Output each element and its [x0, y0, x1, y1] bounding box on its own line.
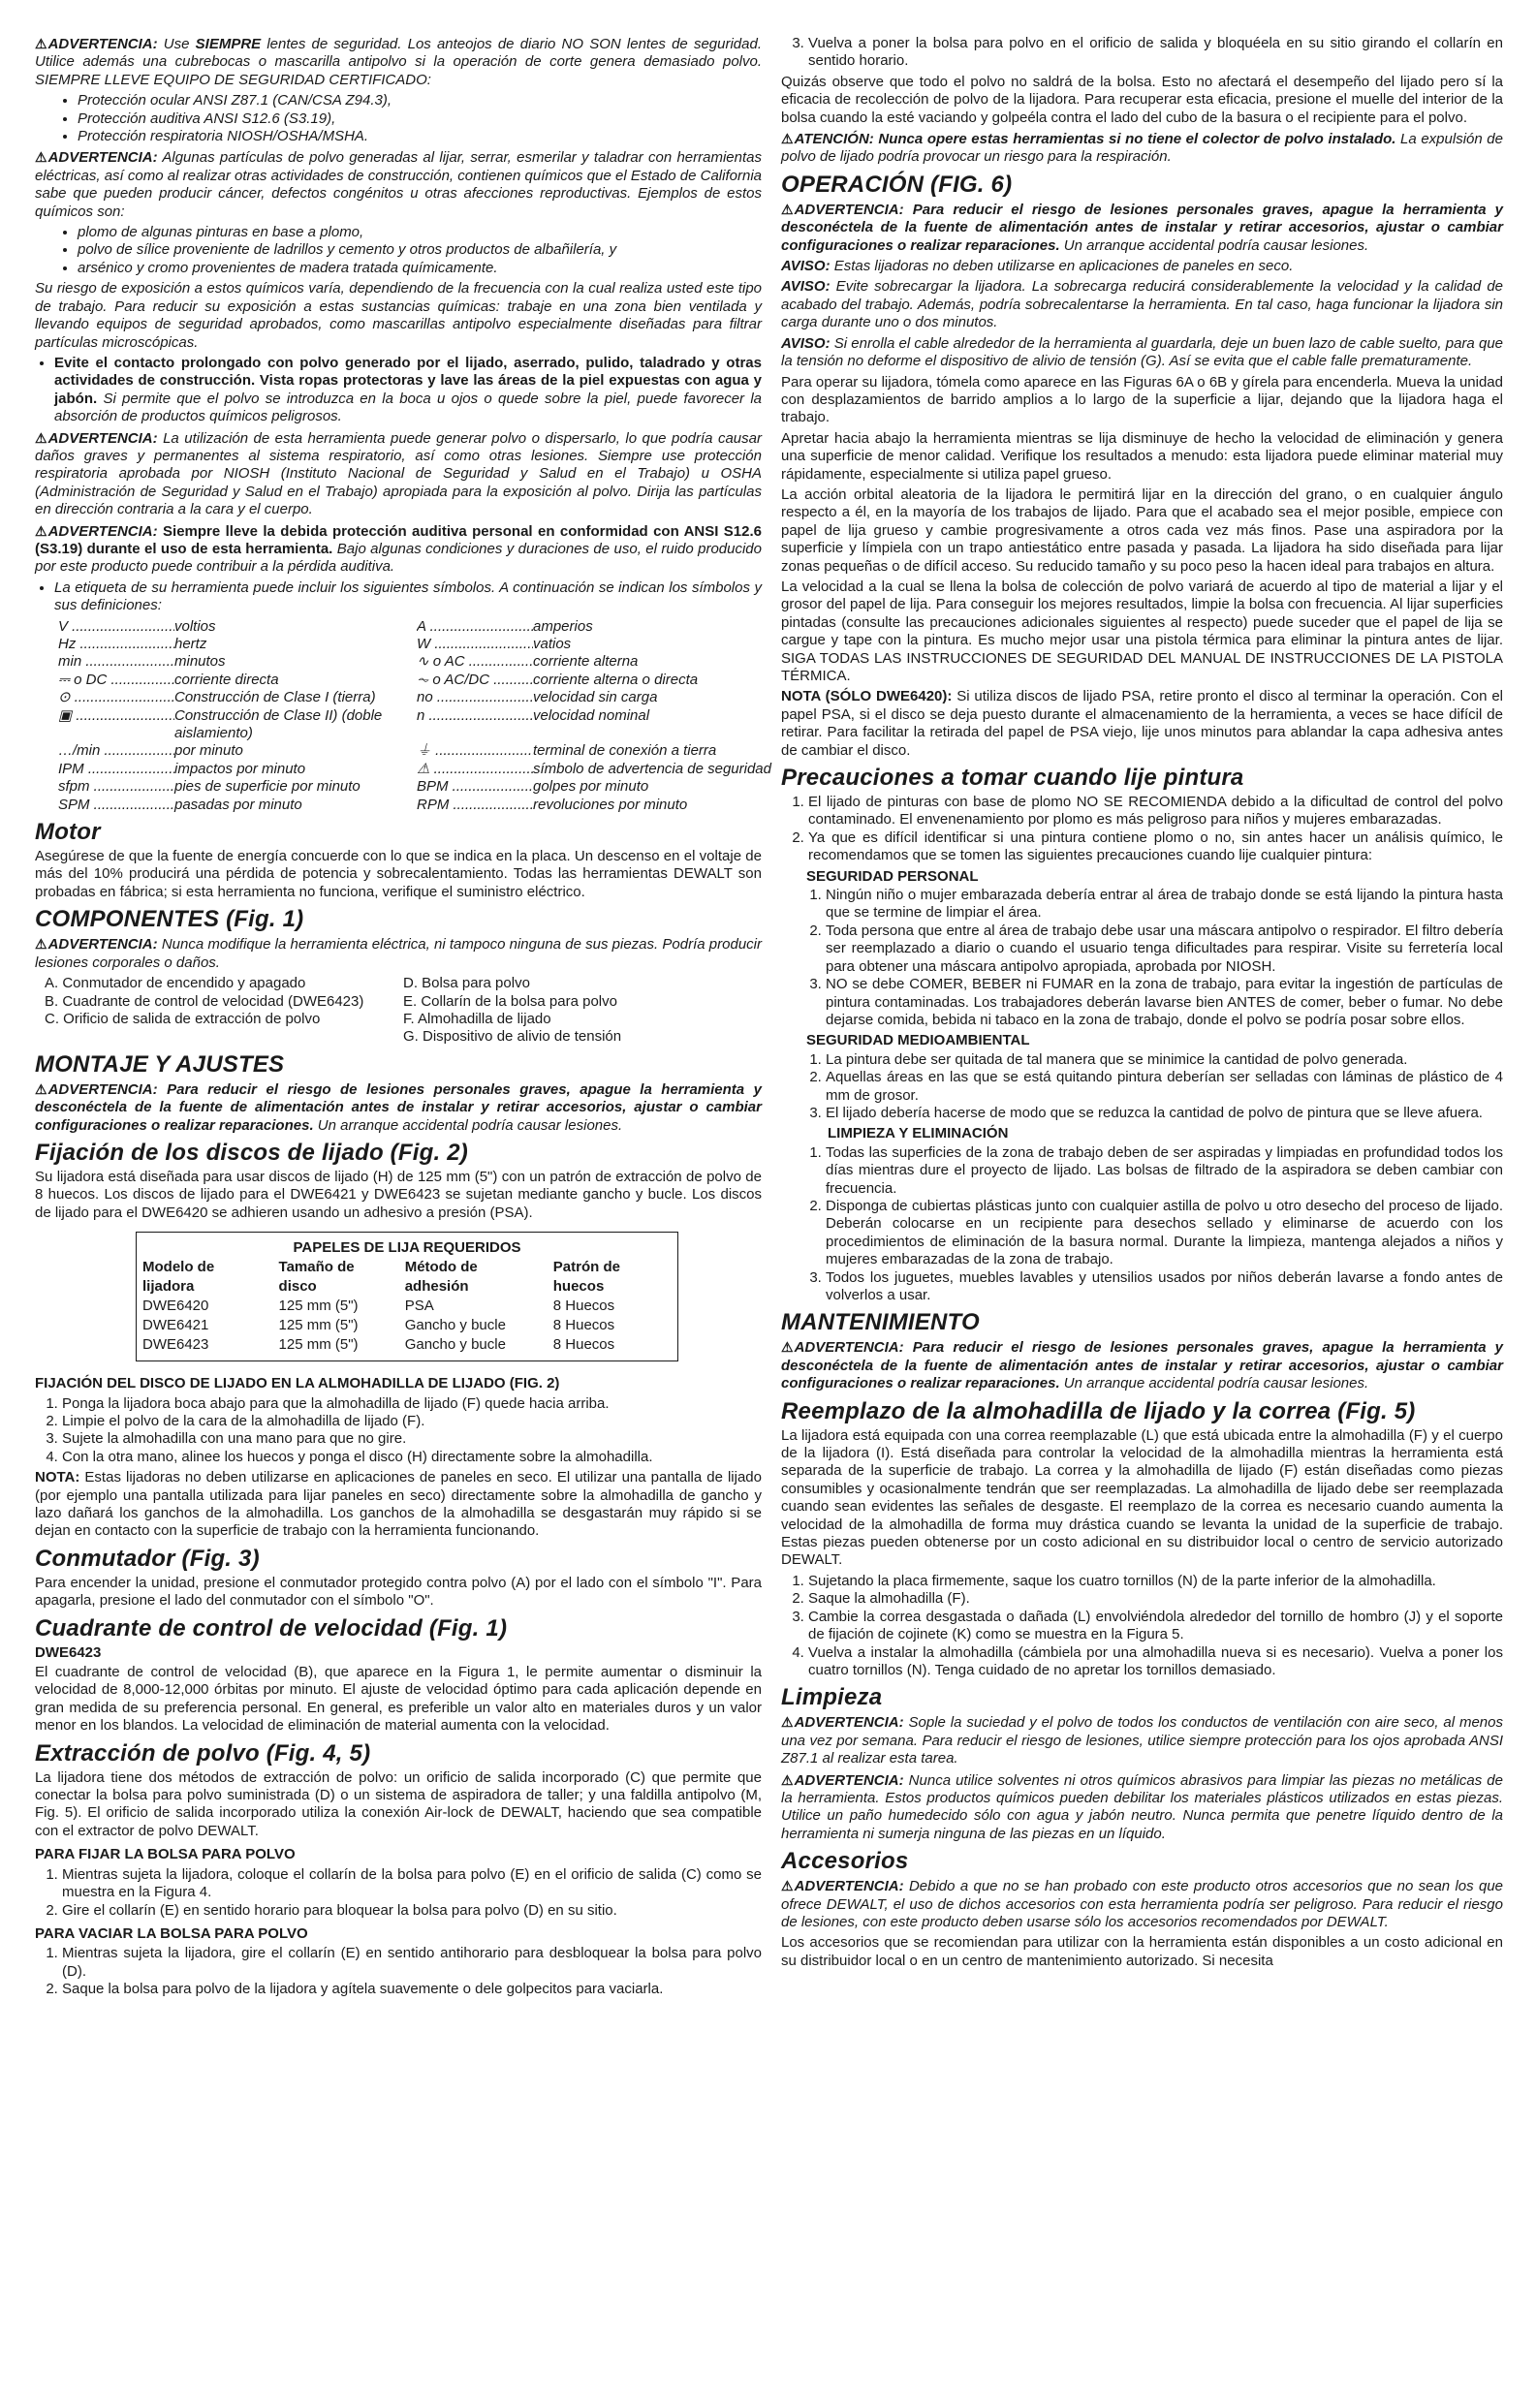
warning-limpieza-air: ⚠ADVERTENCIA: Sople la suciedad y el polvo de todos los conductos de ventilación con aire seco, al menos una vez por semana. Para reducir el riesgo de lesiones, utilice siempre protección para los ojos aprobada ANSI Z87.1 al realizar esta tarea. — [781, 1714, 1503, 1767]
list-item: 2. Aquellas áreas en las que se está quitando pintura deberían ser selladas con láminas de plástico de 4 mm de grosor. — [826, 1069, 1503, 1105]
section-heading-reemplazo: Reemplazo de la almohadilla de lijado y la correa (Fig. 5) — [781, 1397, 1416, 1424]
seguridad-personal-list — [781, 887, 1503, 1029]
table-row: DWE6420 125 mm (5") PSA 8 Huecos — [142, 1298, 615, 1315]
list-item: 3. Vuelva a poner la bolsa para polvo en el orificio de salida y bloquéela en su sitio girando el collarín en sentido horario. — [808, 35, 1503, 71]
warning-triangle-icon: ⚠ — [35, 36, 47, 51]
accesorios-paragraph: Los accesorios que se recomiendan para utilizar con la herramienta están disponibles a un costo adicional en su distribuidor local o en un centro de mantenimiento autorizado. Si necesita — [781, 1934, 1503, 1969]
warning-safety-glasses: ⚠ADVERTENCIA: Use SIEMPRE lentes de seguridad. Los anteojos de diario NO SON lentes de seguridad. Utilice además una cubrebocas o mascarilla antipolvo si la operación de corte genera demasiado polvo. SIEMPRE LLEVE EQUIPO DE SEGURIDAD CERTIFICADO: — [35, 36, 762, 88]
symbol-row: no ..... velocidad sin carga — [417, 689, 785, 706]
list-item: • La etiqueta de su herramienta puede incluir los siguientes símbolos. A continuación se indican los símbolos y sus definiciones: — [54, 579, 762, 615]
reemplazo-paragraph: La lijadora está equipada con una correa reemplazable (L) que está ubicada entre la almohadilla (F) y el cuerpo de la lijadora (I). Está diseñada para controlar la velocidad de la almohadilla mientras la herramienta está separada de la superficie de trabajo. La correa y la almohadilla de lijado (F) están diseñadas como piezas consumibles y ocasionalmente tendrán que ser reemplazadas. La almohadilla de lijado debe ser reemplazada cuando sean evidentes las señales de desgaste. El reemplazo de la correa es necesario cuando aumenta la velocidad de la almohadilla de forma muy drástica cuando se levanta la unidad de la superficie de trabajo. Estas piezas pueden obtenerse por un costo adicional en su distribuidor local o centro de servicio autorizado DEWALT. — [781, 1426, 1503, 1569]
list-item: B. Cuadrante de control de velocidad (DWE6423) — [45, 992, 364, 1010]
symbols-intro — [35, 579, 762, 615]
warning-triangle-icon: ⚠ — [781, 131, 794, 147]
aviso-cord: AVISO: Si enrolla el cable alrededor de la herramienta al guardarla, deje un buen lazo de cable suelto, para que la tensión no deforme el dispositivo de alivio de tensión (G). Así se evita que el cable falle prematuramente. — [781, 334, 1503, 370]
nota-paragraph: NOTA: Estas lijadoras no deben utilizarse en aplicaciones de paneles en seco. El utilizar una pantalla de lijado (por ejemplo una pantalla utilizada para lijar paneles en seco) directamente sobre la almohadilla de gancho y lazo dañará los ganchos de la almohadilla. Los ganchos de la almohadilla se desgastarán muy rápido si se dejan en contacto con la superficie de trabajo con la herramienta funcionando. — [35, 1469, 762, 1540]
list-item — [35, 1028, 393, 1046]
symbol-row: SPM ..... pasadas por minuto — [58, 797, 417, 814]
list-item: 2. Saque la almohadilla (F). — [808, 1590, 1503, 1608]
table-row: DWE6421 125 mm (5") Gancho y bucle 8 Huecos — [142, 1317, 615, 1334]
list-item: 1. La pintura debe ser quitada de tal manera que se minimice la cantidad de polvo generada. — [826, 1051, 1503, 1069]
warning-triangle-icon: ⚠ — [35, 429, 47, 446]
cuadrante-paragraph: El cuadrante de control de velocidad (B), que aparece en la Figura 1, le permite aumentar o disminuir la velocidad de 8,000-12,000 órbitas por minuto. El ajuste de velocidad óptimo para cada aplicación depende en gran medida de su preferencia personal. En general, es preferible un valor alto en materiales duros y un valor menor en los blandos. La velocidad de eliminación de material aumenta con la velocidad. — [35, 1664, 762, 1735]
subheading-fijar-bolsa: PARA FIJAR LA BOLSA PARA POLVO — [35, 1846, 296, 1863]
symbol-row: RPM ..... revoluciones por minuto — [417, 797, 785, 814]
avoid-contact-list — [35, 355, 762, 426]
list-item: 2. Ya que es difícil identificar si una pintura contiene plomo o no, sin antes hacer un análisis químico, le recomendamos que se tomen las siguientes precauciones cuando lije cualquier pintura: — [808, 829, 1503, 865]
section-heading-extraccion: Extracción de polvo (Fig. 4, 5) — [35, 1739, 371, 1767]
list-item: • Protección ocular ANSI Z87.1 (CAN/CSA Z94.3), — [78, 92, 762, 109]
model-label: DWE6423 — [35, 1643, 102, 1661]
list-item: • arsénico y cromo provenientes de madera tratada químicamente. — [78, 260, 762, 277]
operation-paragraph: La velocidad a la cual se llena la bolsa de colección de polvo variará de acuerdo al tipo de material a lijar y el grosor del papel de lija. Para conseguir los mejores resultados, limpie la bolsa con frecuencia. Al lijar superficies pintadas (consulte las precauciones adicionales siguientes al respecto) puede suceder que el papel de lija se cargue y tape con la pintura. Es mucho mejor usar una pistola térmica para eliminar la pintura antes de lijar. SIGA TODAS LAS INSTRUCCIONES DE SEGURIDAD DEL MANUAL DE INSTRUCCIONES DE LA PISTOLA TÉRMICA. — [781, 578, 1503, 684]
symbol-row: ⎓ o DC ..... corriente directa — [58, 672, 417, 689]
warning-montaje: ⚠ADVERTENCIA: Para reducir el riesgo de lesiones personales graves, apague la herramienta y desconéctela de la fuente de alimentación antes de instalar y retirar accesorios, ajustar o cambiar configuraciones o realizar reparaciones. Un arranque accidental podría causar lesiones. — [35, 1080, 762, 1134]
list-item: 1. Mientras sujeta la lijadora, coloque el collarín de la bolsa para polvo (E) en el orificio de salida (C) como se muestra en la Figura 4. — [62, 1866, 762, 1902]
motor-paragraph: Asegúrese de que la fuente de energía concuerde con lo que se indica en la placa. Un descenso en el voltaje de más del 10% producirá una pérdida de potencia y sobrecalentamiento. Todas las herramientas DEWALT son probadas en fábrica; si esta herramienta no funciona, verifique el suministro eléctrico. — [35, 848, 762, 900]
list-item: • Evite el contacto prolongado con polvo generado por el lijado, aserrado, pulido, taladrado y otras actividades de construcción. Vista ropas protectoras y lave las áreas de la piel expuestas con agua y jabón. Si permite que el polvo se introduzca en la boca u ojos o quede sobre la piel, puede favorecer la absorción de productos químicos peligrosos. — [54, 355, 762, 426]
list-item: 3. NO se debe COMER, BEBER ni FUMAR en la zona de trabajo, para evitar la ingestión de partículas de pintura contaminadas. Los trabajadores deberán lavarse bien ANTES de comer, beber o fumar. No debe dejarse comida, bebida ni tabaco en la zona de trabajo, donde el polvo se podría posar sobre ellos. — [826, 976, 1503, 1029]
symbol-row: IPM ..... impactos por minuto — [58, 761, 417, 778]
symbol-row: ▣ ..... Construcción de Clase II) (doble aislamiento) — [58, 707, 417, 743]
symbol-row: A ..... amperios — [417, 618, 785, 636]
list-item: E. Collarín de la bolsa para polvo — [403, 992, 617, 1010]
list-item: 1. Mientras sujeta la lijadora, gire el collarín (E) en sentido antihorario para desbloquear la bolsa para polvo (D). — [62, 1945, 762, 1981]
list-item: G. Dispositivo de alivio de tensión — [403, 1028, 622, 1046]
list-item: F. Almohadilla de lijado — [403, 1010, 551, 1027]
warning-triangle-icon: ⚠ — [781, 1878, 794, 1894]
warning-mantenimiento: ⚠ADVERTENCIA: Para reducir el riesgo de lesiones personales graves, apague la herramienta y desconéctela de la fuente de alimentación antes de instalar y retirar accesorios, ajustar o cambiar configuraciones o realizar reparaciones. Un arranque accidental podría causar lesiones. — [781, 1339, 1503, 1392]
column-header: Patrón de huecos — [552, 1259, 620, 1296]
symbol-row: min ..... minutos — [58, 653, 417, 671]
list-item: 1. Ponga la lijadora boca abajo para que la almohadilla de lijado (F) quede hacia arriba. — [62, 1395, 762, 1413]
warning-respiratory: ⚠ADVERTENCIA: La utilización de esta herramienta puede generar polvo o dispersarlo, lo que podría causar daños graves y permanentes al sistema respiratorio, así como otras lesiones. Siempre use protección respiratoria aprobada por NIOSH (Instituto Nacional de Seguridad y Salud en el Trabajo) u OSHA (Administración de Seguridad y Salud en el Trabajo) apropiada para la exposición al polvo. Dirija las partículas en dirección contraria a la cara y el cuerpo. — [35, 429, 762, 518]
list-item: 2. Saque la bolsa para polvo de la lijadora y agítela suavemente o dele golpecitos para vaciarla. — [62, 1981, 762, 1998]
section-heading-limpieza: Limpieza — [781, 1684, 883, 1711]
list-item: 3. Cambie la correa desgastada o dañada (L) envolviéndola alrededor del tornillo de hombro (J) y el soporte de fijación de cojinete (K) como se muestra en la Figura 5. — [808, 1609, 1503, 1644]
warning-triangle-icon: ⚠ — [781, 1339, 794, 1356]
list-item: • Protección respiratoria NIOSH/OSHA/MSHA. — [78, 128, 762, 145]
list-item: 1. Ningún niño o mujer embarazada debería entrar al área de trabajo donde se está lijando la pintura hasta que se termine de limpiar el área. — [826, 887, 1503, 923]
fijacion-steps — [35, 1395, 762, 1467]
subheading-fijacion-disco: FIJACIÓN DEL DISCO DE LIJADO EN LA ALMOHADILLA DE LIJADO (FIG. 2) — [35, 1375, 560, 1392]
warning-dust-chemicals: ⚠ADVERTENCIA: Algunas partículas de polvo generadas al lijar, serrar, esmerilar y taladrar con herramientas eléctricas, así como al realizar otras actividades de construcción, contienen químicos que el Estado de California sabe que pueden producir cáncer, defectos congénitos u otras afecciones reproductivas. Ejemplos de estos químicos son: — [35, 149, 762, 220]
list-item: 2. Disponga de cubiertas plásticas junto con cualquier astilla de polvo u otro desecho del proceso de lijado. Deberán colocarse en un recipiente para desechos sellado y eliminarse de acuerdo con los procedimientos de eliminación de la basura normal. Durante la limpieza, mantenga alejados a niños y mujeres embarazadas de la zona de trabajo. — [826, 1198, 1503, 1269]
warning-limpieza-solvents: ⚠ADVERTENCIA: Nunca utilice solventes ni otros químicos abrasivos para limpiar las piezas no metálicas de la herramienta. Estos productos químicos pueden debilitar los materiales plásticos utilizados en estas piezas. Utilice un paño humedecido sólo con agua y jabón neutro. Nunca permita que penetre líquido dentro de la herramienta ni sumerja ninguna de las piezas en un líquido. — [781, 1771, 1503, 1842]
extraccion-paragraph: La lijadora tiene dos métodos de extracción de polvo: un orificio de salida incorporado (C) que permite que conectar la bolsa para polvo suministrada (D) o un sistema de aspiradora de taller; y una faldilla antipolvo (M, Fig. 5). El orificio de salida incorporado utiliza la conexión Air-lock de DEWALT, haciendo que sea compatible con el extractor de polvo DEWALT. — [35, 1768, 762, 1839]
seguridad-medioambiental-list — [781, 1051, 1503, 1123]
symbol-row: …/min ..... por minuto — [58, 742, 417, 760]
warning-triangle-icon: ⚠ — [781, 201, 794, 217]
reemplazo-steps — [781, 1573, 1503, 1679]
warning-triangle-icon: ⚠ — [35, 522, 47, 539]
column-header: Método de adhesión — [404, 1259, 478, 1296]
list-item: • polvo de sílice proveniente de ladrillos y cemento y otros productos de albañilería, y — [78, 241, 762, 259]
subheading-limpieza-eliminacion: LIMPIEZA Y ELIMINACIÓN — [828, 1125, 1009, 1142]
list-item: 1. Sujetando la placa firmemente, saque los cuatro tornillos (N) de la parte inferior de la almohadilla. — [808, 1573, 1503, 1590]
table-caption: PAPELES DE LIJA REQUERIDOS — [293, 1239, 521, 1257]
exposure-paragraph: Su riesgo de exposición a estos químicos varía, dependiendo de la frecuencia con la cual realiza usted este tipo de trabajo. Para reducir su exposición a estas sustancias químicas: trabaje en una zona bien ventilada y llevando equipos de seguridad aprobados, como mascarillas antipolvo especialmente diseñadas para filtrar partículas microscópicas. — [35, 280, 762, 351]
warning-triangle-icon: ⚠ — [781, 1771, 794, 1788]
sandpaper-table — [136, 1232, 678, 1361]
atencion-dust-collector: ⚠ATENCIÓN: Nunca opere estas herramientas si no tiene el colector de polvo instalado. La expulsión de polvo de lijado podría provocar un riesgo para la respiración. — [781, 131, 1503, 166]
list-item: 4. Vuelva a instalar la almohadilla (cámbiela por una almohadilla nueva si es necesario). Vuelva a poner los cuatro tornillos (N). Tenga cuidado de no apretar los tornillos demasiado. — [808, 1644, 1503, 1680]
symbol-row: BPM ..... golpes por minuto — [417, 778, 785, 796]
vaciar-bolsa-steps-continued — [781, 35, 1503, 71]
operation-paragraph: Apretar hacia abajo la herramienta mientras se lija disminuye de hecho la velocidad de eliminación y genera una superficie de menor calidad. Verifique los resultados a menudo: esta lijadora puede eliminar material muy rápidamente, especialmente si utiliza papel grueso. — [781, 429, 1503, 483]
safety-equipment-list — [35, 92, 762, 145]
operation-paragraph: La acción orbital aleatoria de la lijadora le permitirá lijar en la dirección del grano, o en cualquier ángulo respecto a él, en la mayoría de los trabajos de lijado. Para que el acabado sea el mejor posible, empiece con papel de lija grueso y cambie progresivamente a otros cada vez más finos. Pase una aspiradora por la superficie y límpiela con un trapo antiestático entre pasada y pasada. La lijadora ha sido diseñada para lijar zonas pequeñas o de difícil acceso. Su reducido tamaño y su poco peso la hacen ideal para trabajos en altura. — [781, 485, 1503, 575]
symbol-row: ∿ o AC ..... corriente alterna — [417, 653, 785, 671]
aviso-drywall: AVISO: Estas lijadoras no deben utilizarse en aplicaciones de paneles en seco. — [781, 258, 1294, 275]
column-header: Tamaño de disco — [278, 1259, 355, 1296]
symbol-row: ⏦ o AC/DC ..... corriente alterna o directa — [417, 672, 785, 689]
list-item: 2. Toda persona que entre al área de trabajo debe usar una máscara antipolvo o respirador. El filtro debería ser reemplazado a diario o cuando el usuario tenga dificultades para respirar. Visite su ferretería local para obtener una máscara antipolvo apropiada, aprobada por NIOSH. — [826, 923, 1503, 976]
symbol-row: ⊙ ..... Construcción de Clase I (tierra) — [58, 689, 417, 706]
warning-components: ⚠ADVERTENCIA: Nunca modifique la herramienta eléctrica, ni tampoco ninguna de sus piezas. Podría producir lesiones corporales o daños. — [35, 936, 762, 971]
warning-hearing: ⚠ADVERTENCIA: Siempre lleve la debida protección auditiva personal en conformidad con ANSI S12.6 (S3.19) durante el uso de esta herramienta. Bajo algunas condiciones y duraciones de uso, el ruido producido por este producto puede contribuir a la pérdida auditiva. — [35, 522, 762, 576]
section-heading-precauciones: Precauciones a tomar cuando lije pintura — [781, 765, 1244, 792]
warning-triangle-icon: ⚠ — [35, 149, 47, 166]
symbol-row: W ..... vatios — [417, 636, 785, 653]
symbol-row: Hz ..... hertz — [58, 636, 417, 653]
limpieza-eliminacion-list — [781, 1144, 1503, 1305]
section-heading-fijacion: Fijación de los discos de lijado (Fig. 2) — [35, 1139, 468, 1166]
table-row: DWE6423 125 mm (5") Gancho y bucle 8 Huecos — [142, 1336, 615, 1354]
bolsa-note-paragraph: Quizás observe que todo el polvo no saldrá de la bolsa. Esto no afectará el desempeño del lijado pero sí la eficacia de recolección de polvo de la lijadora. Para recuperar esta eficacia, presione el muelle del interior de la bolsa cuando la esté vaciando y golpeéla contra el lado del cubo de la basura o el recipiente para el polvo. — [781, 73, 1503, 126]
fijar-bolsa-steps — [35, 1866, 762, 1920]
subheading-vaciar-bolsa: PARA VACIAR LA BOLSA PARA POLVO — [35, 1924, 308, 1942]
section-heading-componentes: COMPONENTES (Fig. 1) — [35, 906, 304, 933]
list-item: 3. Sujete la almohadilla con una mano para que no gire. — [62, 1430, 762, 1448]
symbol-row: n ..... velocidad nominal — [417, 707, 785, 743]
list-item: 1. Todas las superficies de la zona de trabajo deben de ser aspiradas y limpiadas en profundidad todos los días mientras dure el proyecto de lijado. Las bolsas de filtrado de la aspiradora se deben cambiar con frecuencia. — [826, 1144, 1503, 1198]
components-list — [35, 975, 762, 1047]
column-header: Modelo de lijadora — [142, 1259, 215, 1296]
section-heading-mantenimiento: MANTENIMIENTO — [781, 1309, 980, 1336]
list-item: 2. Limpie el polvo de la cara de la almohadilla de lijado (F). — [62, 1413, 762, 1430]
fijacion-paragraph: Su lijadora está diseñada para usar discos de lijado (H) de 125 mm (5") con un patrón de extracción de polvo de 8 huecos. Los discos de lijado para el DWE6421 y DWE6423 se sujetan mediante gancho y bucle. Los discos de lijado para el DWE6420 se adhieren usando un adhesivo a presión (PSA). — [35, 1168, 762, 1221]
section-heading-conmutador: Conmutador (Fig. 3) — [35, 1545, 260, 1572]
list-item: 2. Gire el collarín (E) en sentido horario para bloquear la bolsa para polvo (D) en su sitio. — [62, 1902, 762, 1920]
symbol-row: sfpm ..... pies de superficie por minuto — [58, 778, 417, 796]
section-heading-motor: Motor — [35, 819, 101, 846]
left-column — [35, 35, 771, 2002]
symbol-row: ⏚ ..... terminal de conexión a tierra — [417, 742, 785, 760]
section-heading-cuadrante: Cuadrante de control de velocidad (Fig. 1) — [35, 1614, 508, 1642]
list-item: • Protección auditiva ANSI S12.6 (S3.19), — [78, 110, 762, 128]
warning-triangle-icon: ⚠ — [35, 1080, 47, 1097]
precauciones-list — [781, 794, 1503, 865]
list-item: 4. Con la otra mano, alinee los huecos y ponga el disco (H) directamente sobre la almohadilla. — [62, 1449, 762, 1466]
right-column — [781, 35, 1503, 1973]
subheading-seguridad-personal: SEGURIDAD PERSONAL — [806, 867, 979, 885]
section-heading-montaje: MONTAJE Y AJUSTES — [35, 1050, 285, 1078]
warning-accesorios: ⚠ADVERTENCIA: Debido a que no se han probado con este producto otros accesorios que no sean los que ofrece DEWALT, el uso de dichos accesorios con esta herramienta podría ser peligroso. Para reducir el riesgo de lesiones, con este producto deben usarse sólo los accesorios recomendados por DEWALT. — [781, 1878, 1503, 1930]
aviso-overload: AVISO: Evite sobrecargar la lijadora. La sobrecarga reducirá considerablemente la velocidad y la calidad de acabado del trabajo. Además, podría sobrecalentarse la herramienta. En tal caso, haga funcionar la lijadora sin carga durante uno o dos minutos. — [781, 278, 1503, 331]
list-item: 3. Todos los juguetes, muebles lavables y utensilios usados por niños deberán lavarse a fondo antes de volverlos a usar. — [826, 1269, 1503, 1305]
vaciar-bolsa-steps — [35, 1945, 762, 1998]
list-item: • plomo de algunas pinturas en base a plomo, — [78, 224, 762, 241]
operation-paragraph: Para operar su lijadora, tómela como aparece en las Figuras 6A o 6B y gírela para encenderla. Mueva la unidad con desplazamientos de barrido amplios a lo largo de la superficie a lijar, dejando que la lijadora haga el trabajo. — [781, 373, 1503, 426]
warning-operacion: ⚠ADVERTENCIA: Para reducir el riesgo de lesiones personales graves, apague la herramienta y desconéctela de la fuente de alimentación antes de instalar y retirar accesorios, ajustar o cambiar configuraciones o realizar reparaciones. Un arranque accidental podría causar lesiones. — [781, 201, 1503, 254]
list-item: 1. El lijado de pinturas con base de plomo NO SE RECOMIENDA debido a la dificultad de control del polvo contaminado. El envenenamiento por plomo es más peligroso para niños y mujeres embarazadas. — [808, 794, 1503, 829]
warning-triangle-icon: ⚠ — [35, 936, 47, 953]
subheading-seguridad-medioambiental: SEGURIDAD MEDIOAMBIENTAL — [806, 1032, 1030, 1049]
nota-dwe6420: NOTA (SÓLO DWE6420): Si utiliza discos de lijado PSA, retire pronto el disco al terminar la operación. Con el papel PSA, si el disco se deja puesto durante el almacenamiento de la herramienta, a veces se hace difícil de retirar. Para facilitar la retirada del papel de PSA viejo, lije unos minutos para ablandar la capa adhesiva antes de cambiar el disco. — [781, 688, 1503, 759]
table-header-row — [137, 1258, 678, 1297]
conmutador-paragraph: Para encender la unidad, presione el conmutador protegido contra polvo (A) por el lado con el símbolo "I". Para apagarla, presione el lado del conmutador con el símbolo "O". — [35, 1574, 762, 1610]
symbols-table — [35, 617, 771, 814]
warning-triangle-icon: ⚠ — [781, 1714, 794, 1731]
section-heading-accesorios: Accesorios — [781, 1848, 909, 1875]
symbol-row: V ..... voltios — [58, 618, 417, 636]
list-item: C. Orificio de salida de extracción de polvo — [45, 1010, 321, 1027]
chemicals-list — [35, 224, 762, 277]
symbol-row: ⚠ ..... símbolo de advertencia de seguridad — [417, 761, 785, 778]
list-item: 3. El lijado debería hacerse de modo que se reduzca la cantidad de polvo de pintura que se lleve afuera. — [826, 1105, 1503, 1122]
list-item: A. Conmutador de encendido y apagado — [45, 975, 306, 992]
section-heading-operacion: OPERACIÓN (FIG. 6) — [781, 171, 1013, 198]
list-item: D. Bolsa para polvo — [403, 975, 530, 992]
